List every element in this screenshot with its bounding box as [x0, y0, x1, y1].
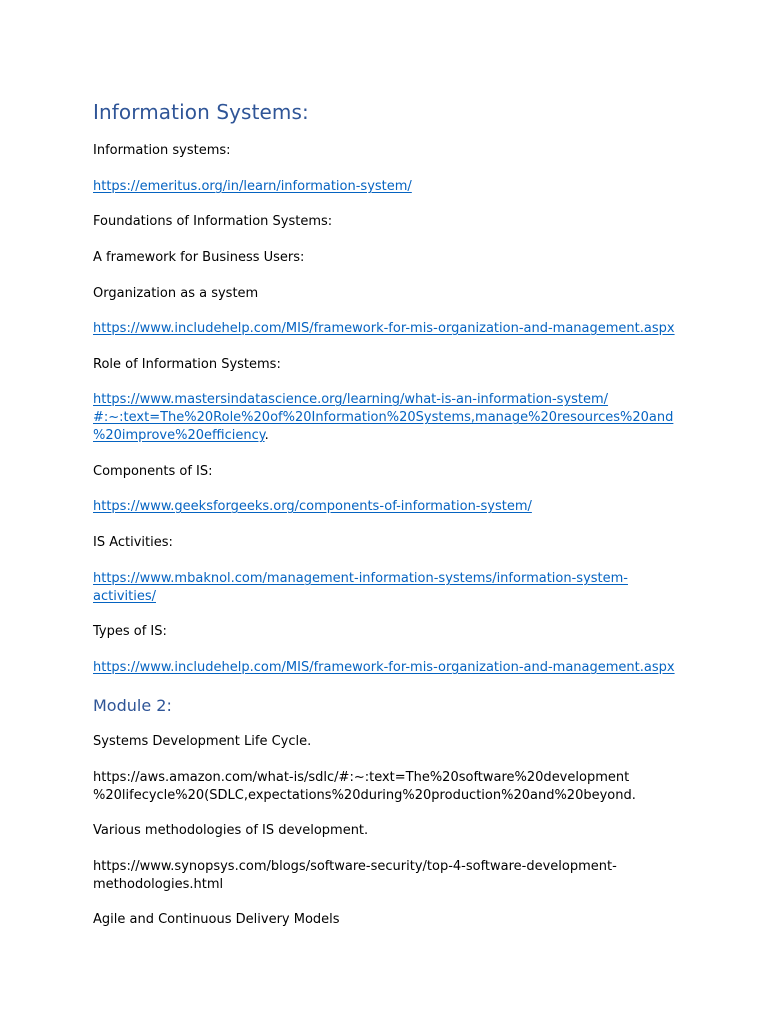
synopsys-url-line-2: methodologies.html	[93, 877, 224, 892]
page-title: Information Systems:	[93, 100, 309, 124]
components-label: Components of IS:	[93, 464, 213, 479]
mastersindatascience-link-line-3[interactable]: %20improve%20efficiency	[93, 428, 265, 443]
mbaknol-link-line-2[interactable]: activities/	[93, 589, 156, 604]
foundations-label: Foundations of Information Systems:	[93, 214, 333, 229]
mbaknol-link-line-1[interactable]: https://www.mbaknol.com/management-information-systems/information-system-	[93, 571, 628, 586]
link-line	[93, 178, 412, 196]
includehelp-link-2[interactable]: https://www.includehelp.com/MIS/framework-for-mis-organization-and-management.aspx	[93, 660, 675, 675]
link-line	[93, 427, 269, 445]
trailing-period: .	[264, 428, 269, 443]
geeksforgeeks-link[interactable]: https://www.geeksforgeeks.org/components-of-information-system/	[93, 499, 532, 514]
activities-label: IS Activities:	[93, 535, 173, 550]
includehelp-link-1[interactable]: https://www.includehelp.com/MIS/framework-for-mis-organization-and-management.aspx	[93, 321, 675, 336]
synopsys-url-line-1: https://www.synopsys.com/blogs/software-security/top-4-software-development-	[93, 859, 617, 874]
sdlc-label: Systems Development Life Cycle.	[93, 734, 312, 749]
link-line	[93, 659, 675, 677]
mastersindatascience-link-line-1[interactable]: https://www.mastersindatascience.org/learning/what-is-an-information-system/	[93, 392, 609, 407]
link-line	[93, 588, 156, 606]
link-line	[93, 570, 628, 588]
framework-label: A framework for Business Users:	[93, 250, 305, 265]
info-systems-label: Information systems:	[93, 143, 231, 158]
link-line	[93, 320, 675, 338]
aws-url-line-1: https://aws.amazon.com/what-is/sdlc/#:~:text=The%20software%20development	[93, 770, 630, 785]
emeritus-link[interactable]: https://emeritus.org/in/learn/information-system/	[93, 179, 412, 194]
organization-label: Organization as a system	[93, 286, 259, 301]
agile-label: Agile and Continuous Delivery Models	[93, 912, 340, 927]
aws-url-line-2: %20lifecycle%20(SDLC,expectations%20during%20production%20and%20beyond.	[93, 788, 636, 803]
link-line	[93, 391, 608, 409]
mastersindatascience-link-line-2[interactable]: #:~:text=The%20Role%20of%20Information%20Systems,manage%20resources%20and	[93, 410, 674, 425]
link-line	[93, 409, 673, 427]
module-2-heading: Module 2:	[93, 696, 172, 715]
methodologies-label: Various methodologies of IS development.	[93, 823, 369, 838]
link-line	[93, 498, 532, 516]
types-label: Types of IS:	[93, 624, 167, 639]
role-label: Role of Information Systems:	[93, 357, 281, 372]
